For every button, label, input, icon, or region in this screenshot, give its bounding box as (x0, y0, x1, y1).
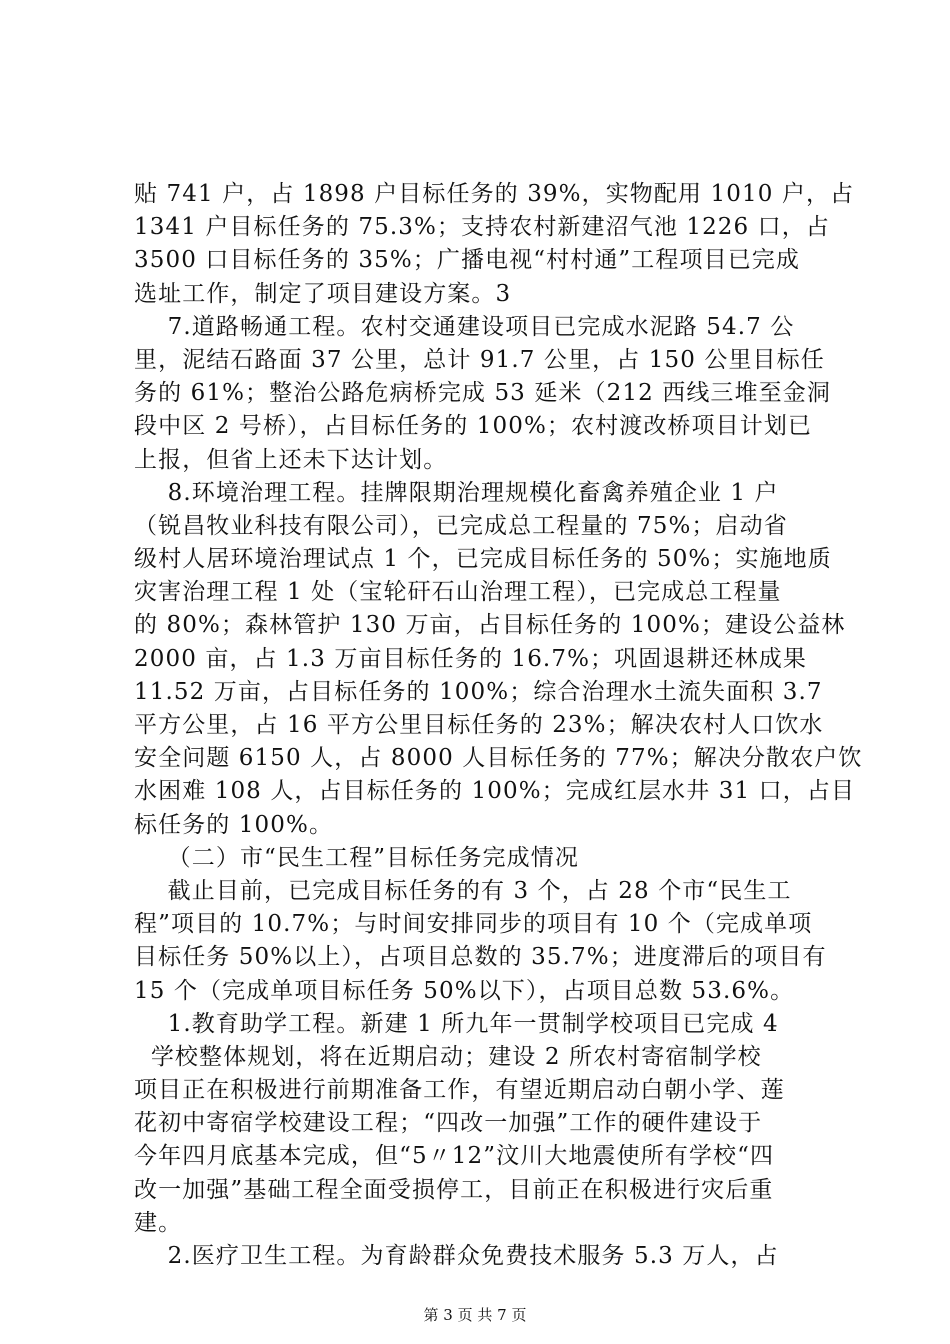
text-line: 2000 亩，占 1.3 万亩目标任务的 16.7%；巩固退耕还林成果 (134, 645, 807, 672)
page-footer: 第 3 页 共 7 页 (423, 1306, 527, 1324)
text-line: 上报，但省上还未下达计划。 (134, 446, 448, 473)
text-line: 11.52 万亩，占目标任务的 100%；综合治理水土流失面积 3.7 (134, 678, 823, 705)
text-line: 务的 61%；整治公路危病桥完成 53 延米（212 西线三堆至金洞 (134, 380, 831, 407)
text-line: 改一加强”基础工程全面受损停工，目前正在积极进行灾后重 (134, 1176, 774, 1203)
text-line: （锐昌牧业科技有限公司），已完成总工程量的 75%；启动省 (134, 512, 788, 539)
text-line: 建。 (134, 1209, 183, 1236)
text-line: 里，泥结石路面 37 公里，总计 91.7 公里，占 150 公里目标任 (134, 346, 825, 373)
text-line: 花初中寄宿学校建设工程；“四改一加强”工作的硬件建设于 (134, 1110, 763, 1137)
text-line: 安全问题 6150 人，占 8000 人目标任务的 77%；解决分散农户饮 (134, 745, 863, 772)
text-line: 项目正在积极进行前期准备工作，有望近期启动白朝小学、莲 (134, 1077, 785, 1104)
document-body (134, 178, 863, 1273)
text-line: 级村人居环境治理试点 1 个，已完成目标任务的 50%；实施地质 (134, 546, 832, 573)
text-line: 灾害治理工程 1 处（宝轮矸石山治理工程），已完成总工程量 (134, 579, 782, 606)
text-line: 15 个（完成单项目标任务 50%以下），占项目总数 53.6%。 (134, 977, 795, 1004)
text-line: 目标任务 50%以上），占项目总数的 35.7%；进度滞后的项目有 (134, 944, 827, 971)
text-line: 1.教育助学工程。新建 1 所九年一贯制学校项目已完成 4 (134, 1010, 779, 1037)
text-line: 选址工作，制定了项目建设方案。3 (134, 280, 512, 307)
text-line: 水困难 108 人，占目标任务的 100%；完成红层水井 31 口，占目 (134, 778, 856, 805)
text-line: 的 80%；森林管护 130 万亩，占目标任务的 100%；建设公益林 (134, 612, 846, 639)
text-line: 1341 户目标任务的 75.3%；支持农村新建沼气池 1226 口，占 (134, 214, 830, 241)
text-line: 8.环境治理工程。挂牌限期治理规模化畜禽养殖企业 1 户 (134, 479, 779, 506)
section-heading: （二）市“民生工程”目标任务完成情况 (134, 844, 579, 871)
text-line: 平方公里，占 16 平方公里目标任务的 23%；解决农村人口饮水 (134, 712, 824, 738)
text-line: 今年四月底基本完成，但“5〃12”汶川大地震使所有学校“四 (134, 1143, 775, 1170)
text-line: 截止目前，已完成目标任务的有 3 个，占 28 个市“民生工 (134, 877, 792, 904)
text-line: 段中区 2 号桥），占目标任务的 100%；农村渡改桥项目计划已 (134, 413, 813, 440)
text-line: 2.医疗卫生工程。为育龄群众免费技术服务 5.3 万人，占 (134, 1243, 779, 1269)
text-line: 贴 741 户，占 1898 户目标任务的 39%，实物配用 1010 户，占 (134, 181, 855, 207)
text-line: 7.道路畅通工程。农村交通建设项目已完成水泥路 54.7 公 (134, 313, 795, 340)
text-line: 学校整体规划，将在近期启动；建设 2 所农村寄宿制学校 (134, 1043, 762, 1070)
text-line: 3500 口目标任务的 35%；广播电视“村村通”工程项目已完成 (134, 247, 800, 274)
text-line: 程”项目的 10.7%；与时间安排同步的项目有 10 个（完成单项 (134, 911, 813, 938)
text-line: 标任务的 100%。 (134, 811, 334, 838)
